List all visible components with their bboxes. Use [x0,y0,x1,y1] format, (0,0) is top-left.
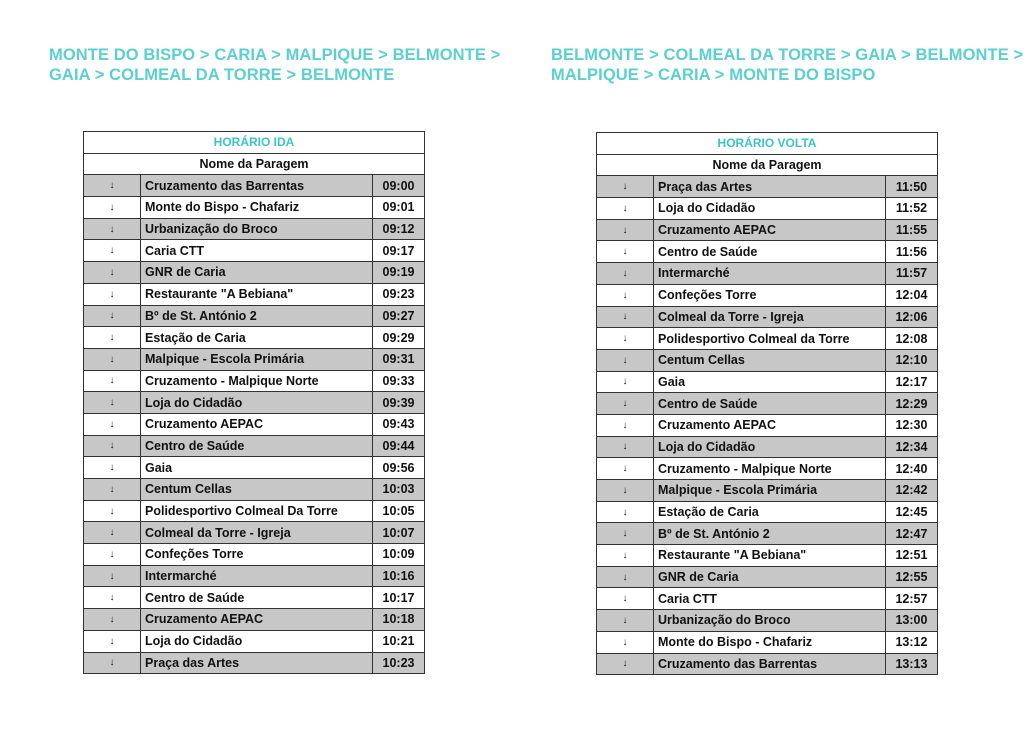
stop-name: Bº de St. António 2 [141,305,373,327]
stop-name: GNR de Caria [141,262,373,284]
table-row [84,479,425,501]
down-arrow-icon: ↓ [84,327,141,349]
down-arrow-icon: ↓ [84,197,141,219]
stop-time: 09:31 [373,348,425,370]
table-row [597,219,938,241]
table-row [84,240,425,262]
stop-time: 12:55 [885,566,937,588]
down-arrow-icon: ↓ [597,349,654,371]
schedule-ida-table [83,131,425,674]
down-arrow-icon: ↓ [84,544,141,566]
table-row [84,500,425,522]
down-arrow-icon: ↓ [84,240,141,262]
down-arrow-icon: ↓ [597,414,654,436]
table-row [597,328,938,350]
stop-time: 12:17 [885,371,937,393]
down-arrow-icon: ↓ [84,500,141,522]
schedule-ida-rows [84,175,425,674]
stop-time: 10:23 [373,652,425,674]
stop-name: Centum Cellas [654,349,886,371]
stop-name: Cruzamento AEPAC [654,219,886,241]
stop-name: Loja do Cidadão [141,630,373,652]
table-row [84,197,425,219]
stop-time: 09:44 [373,435,425,457]
schedule-ida-title: HORÁRIO IDA [84,132,425,154]
down-arrow-icon: ↓ [597,523,654,545]
down-arrow-icon: ↓ [84,305,141,327]
stop-time: 11:52 [885,198,937,220]
down-arrow-icon: ↓ [597,393,654,415]
stop-time: 10:18 [373,609,425,631]
down-arrow-icon: ↓ [597,458,654,480]
stop-time: 12:08 [885,328,937,350]
down-arrow-icon: ↓ [84,370,141,392]
stop-name: Centum Cellas [141,479,373,501]
down-arrow-icon: ↓ [597,631,654,653]
stop-name: Confeções Torre [654,284,886,306]
schedule-volta-table [596,132,938,675]
stop-name: Loja do Cidadão [141,392,373,414]
down-arrow-icon: ↓ [84,435,141,457]
schedule-volta-title: HORÁRIO VOLTA [597,133,938,155]
down-arrow-icon: ↓ [597,501,654,523]
stop-time: 13:13 [885,653,937,675]
stop-name: Centro de Saúde [141,587,373,609]
stop-name: Confeções Torre [141,544,373,566]
down-arrow-icon: ↓ [597,263,654,285]
stop-name: Cruzamento das Barrentas [141,175,373,197]
stop-name: Praça das Artes [141,652,373,674]
table-row [597,349,938,371]
down-arrow-icon: ↓ [84,348,141,370]
stop-time: 12:40 [885,458,937,480]
stop-name: GNR de Caria [654,566,886,588]
table-row [84,565,425,587]
schedule-volta-rows [597,176,938,675]
stop-time: 12:30 [885,414,937,436]
down-arrow-icon: ↓ [597,241,654,263]
stop-time: 12:29 [885,393,937,415]
stop-time: 11:56 [885,241,937,263]
table-row [84,544,425,566]
stop-name: Loja do Cidadão [654,198,886,220]
table-row [597,566,938,588]
table-row [84,435,425,457]
down-arrow-icon: ↓ [84,522,141,544]
stop-time: 10:16 [373,565,425,587]
stop-time: 13:00 [885,610,937,632]
table-row [597,436,938,458]
table-row [84,609,425,631]
table-row [84,413,425,435]
stop-time: 11:57 [885,263,937,285]
stop-name: Restaurante "A Bebiana" [654,545,886,567]
stop-name: Loja do Cidadão [654,436,886,458]
down-arrow-icon: ↓ [597,480,654,502]
stop-name: Centro de Saúde [141,435,373,457]
table-row [597,523,938,545]
table-row [597,284,938,306]
stop-name: Monte do Bispo - Chafariz [141,197,373,219]
stop-time: 10:03 [373,479,425,501]
stop-name: Caria CTT [141,240,373,262]
stop-name: Cruzamento AEPAC [141,413,373,435]
stop-name: Cruzamento - Malpique Norte [654,458,886,480]
stop-time: 09:00 [373,175,425,197]
stop-time: 12:10 [885,349,937,371]
stop-time: 10:05 [373,500,425,522]
stop-name: Intermarché [654,263,886,285]
stop-time: 12:51 [885,545,937,567]
stop-time: 09:29 [373,327,425,349]
stop-name: Cruzamento AEPAC [141,609,373,631]
down-arrow-icon: ↓ [597,436,654,458]
stop-name: Polidesportivo Colmeal Da Torre [141,500,373,522]
stop-name: Malpique - Escola Primária [141,348,373,370]
table-row [84,457,425,479]
stop-name: Centro de Saúde [654,393,886,415]
stop-name: Malpique - Escola Primária [654,480,886,502]
table-row [84,327,425,349]
down-arrow-icon: ↓ [597,219,654,241]
down-arrow-icon: ↓ [84,392,141,414]
stop-name: Estação de Caria [141,327,373,349]
down-arrow-icon: ↓ [597,176,654,198]
down-arrow-icon: ↓ [84,457,141,479]
stop-time: 10:21 [373,630,425,652]
table-row [597,176,938,198]
route-volta-heading: BELMONTE > COLMEAL DA TORRE > GAIA > BELMONTE > MALPIQUE > CARIA > MONTE DO BISPO [551,46,1024,84]
stop-time: 10:17 [373,587,425,609]
stop-name: Praça das Artes [654,176,886,198]
table-row [597,480,938,502]
stop-time: 13:12 [885,631,937,653]
stop-name: Cruzamento - Malpique Norte [141,370,373,392]
table-row [84,218,425,240]
stop-name: Gaia [654,371,886,393]
down-arrow-icon: ↓ [84,413,141,435]
stop-time: 12:47 [885,523,937,545]
stop-time: 12:04 [885,284,937,306]
table-row [597,653,938,675]
stop-name: Polidesportivo Colmeal da Torre [654,328,886,350]
stop-time: 09:17 [373,240,425,262]
stop-time: 09:01 [373,197,425,219]
down-arrow-icon: ↓ [597,306,654,328]
table-row [597,610,938,632]
stop-time: 12:42 [885,480,937,502]
stop-time: 12:45 [885,501,937,523]
table-row [84,283,425,305]
stop-time: 11:50 [885,176,937,198]
table-row [597,198,938,220]
stop-name: Cruzamento das Barrentas [654,653,886,675]
down-arrow-icon: ↓ [84,652,141,674]
down-arrow-icon: ↓ [597,328,654,350]
down-arrow-icon: ↓ [84,262,141,284]
stop-time: 09:56 [373,457,425,479]
table-row [84,175,425,197]
down-arrow-icon: ↓ [597,198,654,220]
down-arrow-icon: ↓ [84,609,141,631]
stop-time: 09:27 [373,305,425,327]
table-row [597,393,938,415]
table-row [597,588,938,610]
table-row [84,652,425,674]
down-arrow-icon: ↓ [84,565,141,587]
table-row [597,241,938,263]
stop-name: Cruzamento AEPAC [654,414,886,436]
stop-name: Urbanização do Broco [654,610,886,632]
down-arrow-icon: ↓ [597,284,654,306]
stop-name: Gaia [141,457,373,479]
route-ida-heading: MONTE DO BISPO > CARIA > MALPIQUE > BELMONTE > GAIA > COLMEAL DA TORRE > BELMONTE [49,46,501,84]
down-arrow-icon: ↓ [84,175,141,197]
table-row [597,414,938,436]
table-row [597,501,938,523]
stop-name: Centro de Saúde [654,241,886,263]
stop-name: Colmeal da Torre - Igreja [654,306,886,328]
table-row [597,263,938,285]
down-arrow-icon: ↓ [84,630,141,652]
stop-time: 09:39 [373,392,425,414]
schedule-ida-column-header: Nome da Paragem [84,153,425,175]
down-arrow-icon: ↓ [84,479,141,501]
stop-name: Restaurante "A Bebiana" [141,283,373,305]
down-arrow-icon: ↓ [84,587,141,609]
stop-time: 09:33 [373,370,425,392]
stop-time: 12:06 [885,306,937,328]
down-arrow-icon: ↓ [84,218,141,240]
table-row [84,630,425,652]
stop-time: 09:23 [373,283,425,305]
stop-name: Monte do Bispo - Chafariz [654,631,886,653]
stop-time: 10:07 [373,522,425,544]
table-row [84,262,425,284]
stop-name: Colmeal da Torre - Igreja [141,522,373,544]
stop-time: 09:19 [373,262,425,284]
table-row [84,305,425,327]
table-row [597,306,938,328]
stop-name: Caria CTT [654,588,886,610]
down-arrow-icon: ↓ [84,283,141,305]
down-arrow-icon: ↓ [597,566,654,588]
stop-name: Intermarché [141,565,373,587]
stop-name: Estação de Caria [654,501,886,523]
stop-time: 12:57 [885,588,937,610]
stop-name: Urbanização do Broco [141,218,373,240]
stop-time: 09:43 [373,413,425,435]
stop-time: 10:09 [373,544,425,566]
table-row [597,458,938,480]
table-row [597,545,938,567]
table-row [84,587,425,609]
down-arrow-icon: ↓ [597,545,654,567]
table-row [84,522,425,544]
down-arrow-icon: ↓ [597,610,654,632]
schedule-volta-column-header: Nome da Paragem [597,154,938,176]
down-arrow-icon: ↓ [597,371,654,393]
down-arrow-icon: ↓ [597,653,654,675]
stop-time: 11:55 [885,219,937,241]
stop-time: 09:12 [373,218,425,240]
stop-name: Bº de St. António 2 [654,523,886,545]
table-row [84,392,425,414]
table-row [84,348,425,370]
table-row [597,631,938,653]
stop-time: 12:34 [885,436,937,458]
table-row [597,371,938,393]
table-row [84,370,425,392]
down-arrow-icon: ↓ [597,588,654,610]
